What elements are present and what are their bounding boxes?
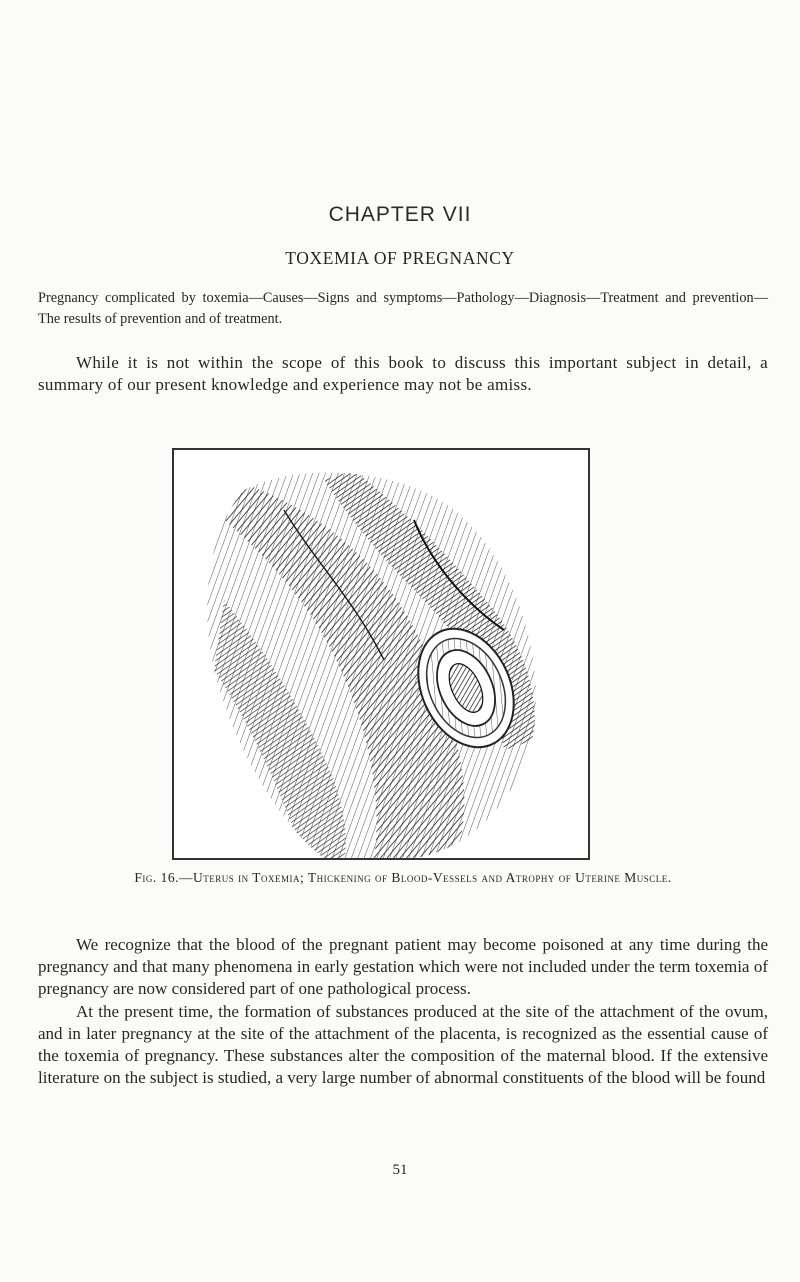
page-number: 51 [392,1162,408,1178]
chapter-synopsis: Pregnancy complicated by toxemia—Causes—Signs and symptoms—Pathology—Diagnosis—Treatment and prevention—The results of prevention and of treatment. [38,290,768,327]
body-paragraph: We recognize that the blood of the pregnant patient may become poisoned at any time during the pregnancy and that many phenomena in early gestation which were not included under the term toxemia of pregnancy are now considered part of one pathological process. [38,935,768,999]
chapter-title: TOXEMIA OF PREGNANCY [285,248,515,268]
figure-illustration [172,448,590,860]
body-paragraph: At the present time, the formation of substances produced at the site of the attachment of the ovum, and in later pregnancy at the site of the attachment of the placenta, is recognized as the essential cause of the toxemia of pregnancy. These substances alter the composition of the maternal blood. If the extensive literature on the subject is studied, a very large number of abnormal constituents of the blood will be found [38,1001,768,1088]
figure-caption: Fig. 16.—Uterus in Toxemia; Thickening of Blood-Vessels and Atrophy of Uterine Muscle. [134,870,672,885]
intro-paragraph: While it is not within the scope of this book to discuss this important subject in detail, a summary of our present knowledge and experience may not be amiss. [38,353,768,394]
body-text [38,934,768,1089]
histology-engraving [174,450,588,858]
chapter-heading: CHAPTER VII [328,203,472,226]
